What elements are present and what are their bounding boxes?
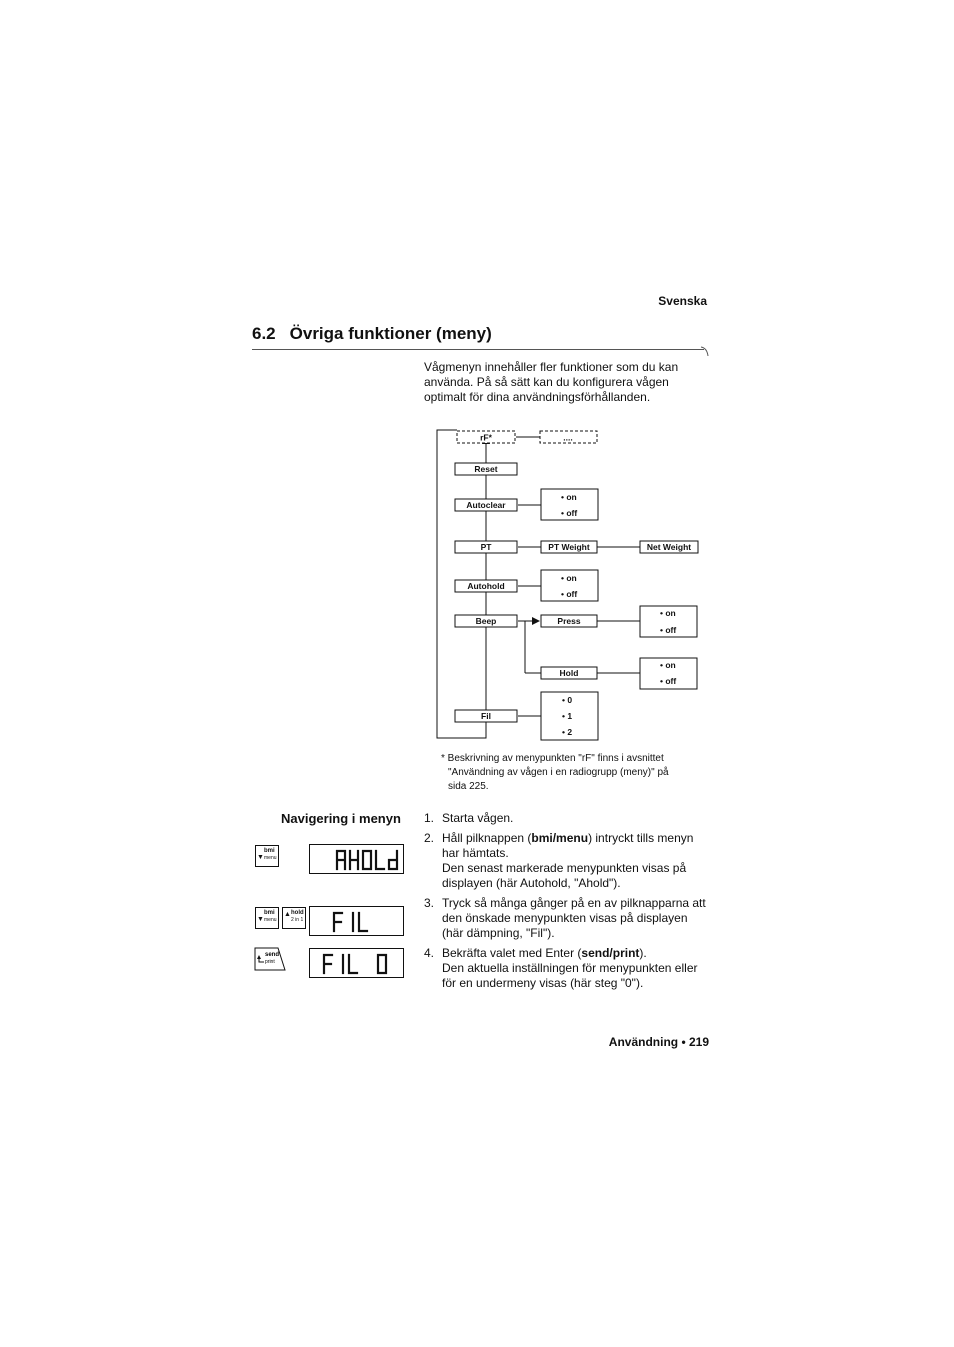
step-text: Tryck så många gånger på en av pilknapparna att den önskade menypunkten visas på displayen (här dämpning, "Fil"). [442, 896, 706, 940]
rule-corner [700, 346, 710, 358]
step-detail: Den aktuella inställningen för menypunkten eller för en undermeny visas (här steg "0"). [442, 961, 698, 990]
step-text-post: ). [639, 946, 647, 960]
intro-paragraph: Vågmenyn innehåller fler funktioner som du kan använda. På så sätt kan du konfigurera vågen optimalt för dina användningsförhållanden. [424, 360, 679, 404]
heading-rule [252, 349, 704, 350]
step-text-pre: Bekräfta valet med Enter ( [442, 946, 582, 960]
key-label: bmi [264, 910, 275, 916]
key-sublabel: menu [264, 855, 277, 861]
display-ahold [309, 844, 404, 874]
bmi-menu-key [255, 845, 279, 867]
footnote-line-3: sida 225. [448, 781, 489, 792]
node-more: .... [563, 432, 573, 443]
send-print-key [254, 947, 286, 971]
step-text-pre: Håll pilknappen ( [442, 831, 532, 845]
press-off: • off [660, 625, 677, 635]
step-number: 2. [424, 831, 435, 845]
fil-option-2: • 2 [562, 727, 573, 737]
node-reset: Reset [474, 464, 498, 474]
autoclear-on: • on [561, 492, 577, 502]
step-number: 4. [424, 946, 435, 960]
bmi-menu-key [255, 907, 279, 929]
footnote [441, 752, 691, 794]
lcd-digits [310, 907, 403, 935]
hold-off: • off [660, 676, 677, 686]
navigation-steps [424, 811, 712, 991]
node-net-weight: Net Weight [646, 542, 692, 552]
key-label: bmi [264, 848, 275, 854]
node-rf: rF* [480, 432, 492, 443]
node-hold: Hold [559, 668, 579, 678]
step-text: Starta vågen. [442, 811, 514, 825]
autohold-on: • on [561, 573, 577, 583]
step-number: 1. [424, 811, 435, 825]
press-on: • on [660, 608, 676, 618]
navigation-heading: Navigering i menyn [281, 811, 401, 826]
key-label: send [265, 952, 280, 958]
fil-option-1: • 1 [562, 711, 573, 721]
display-fil [309, 906, 404, 936]
node-autoclear: Autoclear [466, 500, 506, 510]
autoclear-off: • off [561, 508, 578, 518]
node-autohold: Autohold [467, 581, 505, 591]
key-sublabel: menu [264, 917, 277, 923]
step-detail: Den senast markerade menypunkten visas på displayen (här Autohold, "Ahold"). [442, 861, 687, 890]
node-press: Press [557, 616, 581, 626]
key-sublabel: print [265, 959, 275, 965]
section-heading [252, 324, 492, 344]
node-beep: Beep [475, 616, 497, 626]
page-footer: Användning • 219 [608, 1035, 709, 1049]
key-name-send-print: send/print [581, 946, 640, 960]
section-number: 6.2 [252, 324, 276, 343]
section-title: Övriga funktioner (meny) [289, 324, 492, 343]
autohold-off: • off [561, 589, 578, 599]
arrow-down-icon: ▼ [257, 916, 264, 923]
display-fil-0 [309, 948, 404, 978]
menu-diagram [430, 408, 710, 744]
step-4 [424, 946, 712, 991]
key-label: hold [291, 910, 304, 916]
step-2 [424, 831, 712, 891]
hold-key [282, 907, 306, 929]
step-text-post: ) intryckt tills menyn har hämtats. [442, 831, 694, 860]
lcd-digits [310, 949, 403, 977]
step-number: 3. [424, 896, 435, 910]
fil-option-0: • 0 [562, 695, 573, 705]
lcd-digits [310, 845, 403, 873]
node-fil: Fil [481, 711, 491, 721]
key-sublabel: 2 in 1 [291, 917, 304, 923]
arrow-down-icon: ▼ [257, 854, 264, 861]
step-3 [424, 896, 712, 941]
step-1 [424, 811, 712, 826]
key-name-bmi-menu: bmi/menu [531, 831, 589, 845]
node-pt-weight: PT Weight [548, 542, 590, 552]
hold-on: • on [660, 660, 676, 670]
language-label: Svenska [658, 294, 707, 308]
arrow-up-icon: ▲ [284, 911, 291, 918]
footnote-line-2: "Användning av vågen i en radiogrupp (meny)" på [448, 767, 669, 778]
footnote-line-1: * Beskrivning av menypunkten "rF" finns i avsnittet [441, 753, 664, 764]
node-pt: PT [480, 542, 492, 552]
